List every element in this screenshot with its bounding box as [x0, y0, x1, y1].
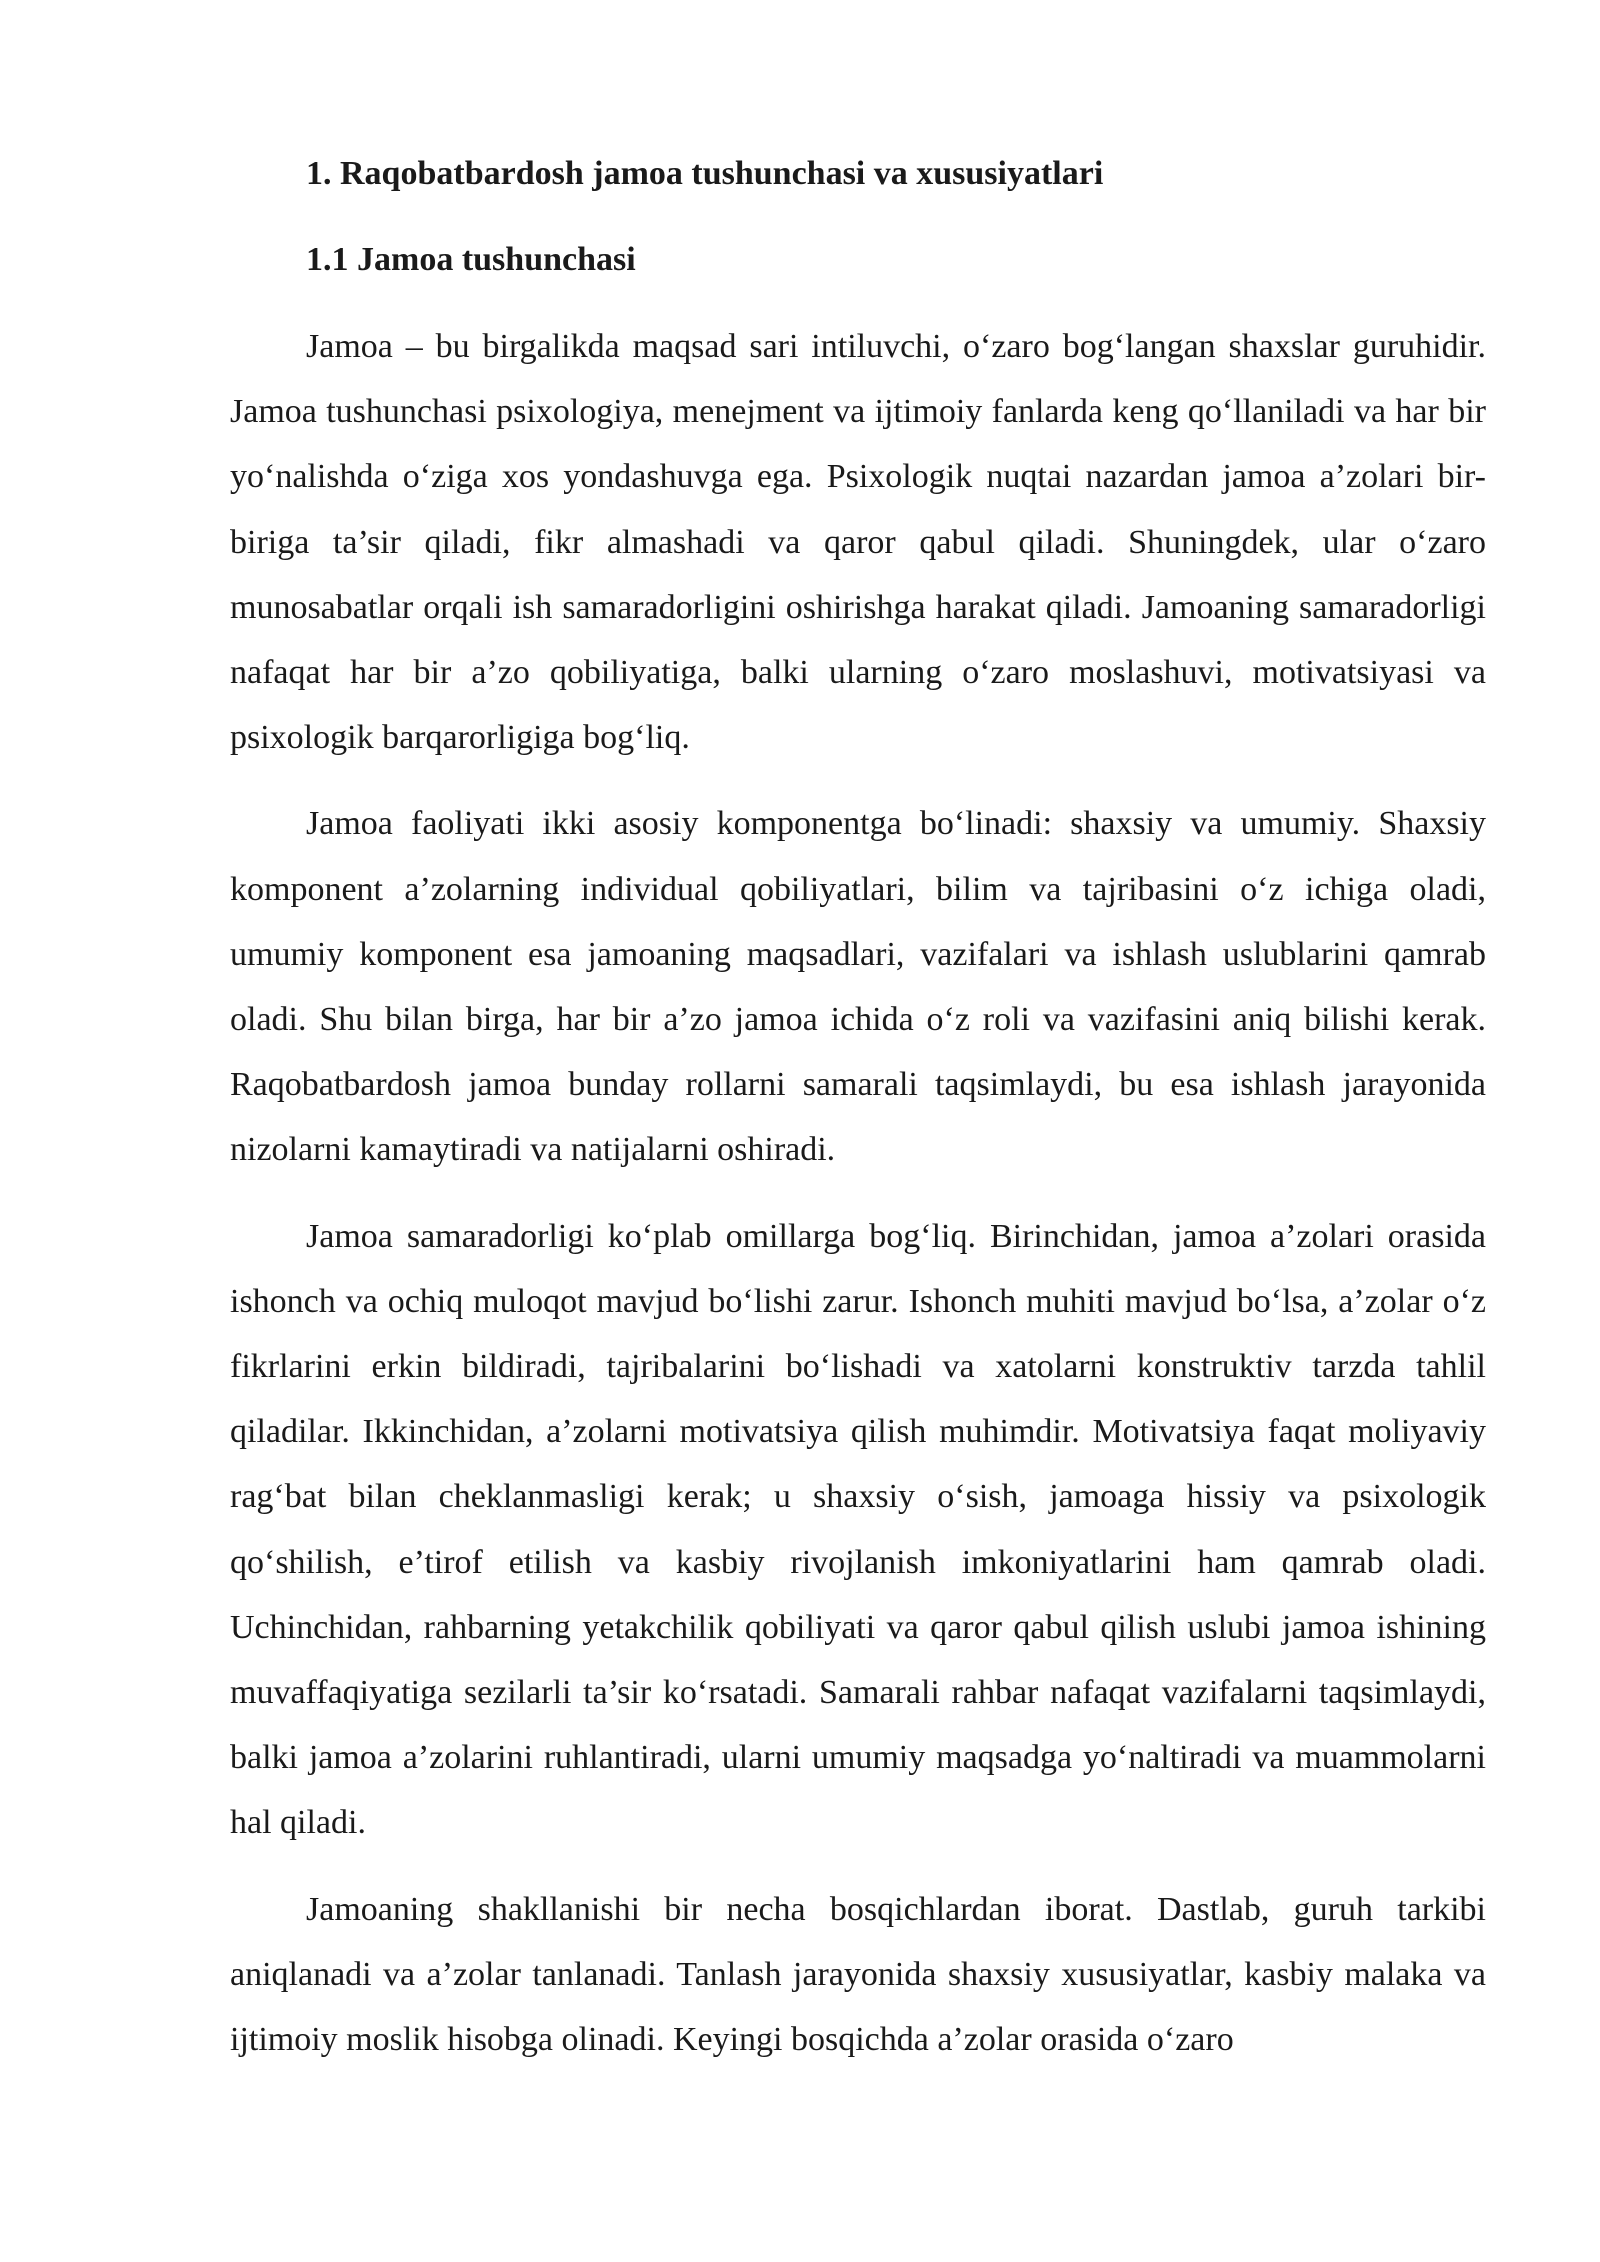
paragraph-4: Jamoaning shakllanishi bir necha bosqichlardan iborat. Dastlab, guruh tarkibi aniqlanadi va a’zolar tanlanadi. Tanlash jarayonida shaxsiy xususiyatlar, kasbiy malaka va ijtimoiy moslik hisobga olinadi. Keyingi bosqichda a’zolar orasida o‘zaro: [230, 1890, 1486, 2059]
section-heading: 1. Raqobatbardosh jamoa tushunchasi va xususiyatlari: [306, 155, 1104, 192]
paragraph-3: Jamoa samaradorligi ko‘plab omillarga bog‘liq. Birinchidan, jamoa a’zolari orasida ishonch va ochiq muloqot mavjud bo‘lishi zarur. Ishonch muhiti mavjud bo‘lsa, a’zolar o‘z fikrlarini erkin bildiradi, tajribalarini bo‘lishadi va xatolarni konstruktiv tarzda tahlil qiladilar. Ikkinchidan, a’zolarni motivatsiya qilish muhimdir. Motivatsiya faqat moliyaviy rag‘bat bilan cheklanmasligi kerak; u shaxsiy o‘sish, jamoaga hissiy va psixologik qo‘shilish, e’tirof etilish va kasbiy rivojlanish imkoniyatlarini ham qamrab oladi. Uchinchidan, rahbarning yetakchilik qobiliyati va qaror qabul qilish uslubi jamoa ishining muvaffaqiyatiga sezilarli ta’sir ko‘rsatadi. Samarali rahbar nafaqat vazifalarni taqsimlaydi, balki jamoa a’zolarini ruhlantiradi, ularni umumiy maqsadga yo‘naltiradi va muammolarni hal qiladi.: [230, 1217, 1486, 1842]
paragraph-1: Jamoa – bu birgalikda maqsad sari intiluvchi, o‘zaro bog‘langan shaxslar guruhidir. Jamoa tushunchasi psixologiya, menejment va ijtimoiy fanlarda keng qo‘llaniladi va har bir yo‘nalishda o‘ziga xos yondashuvga ega. Psixologik nuqtai nazardan jamoa a’zolari bir-biriga ta’sir qiladi, fikr almashadi va qaror qabul qiladi. Shuningdek, ular o‘zaro munosabatlar orqali ish samaradorligini oshirishga harakat qiladi. Jamoaning samaradorligi nafaqat har bir a’zo qobiliyatiga, balki ularning o‘zaro moslashuvi, motivatsiyasi va psixologik barqarorligiga bog‘liq.: [230, 328, 1486, 757]
subsection-heading: 1.1 Jamoa tushunchasi: [306, 241, 636, 278]
paragraph-2: Jamoa faoliyati ikki asosiy komponentga bo‘linadi: shaxsiy va umumiy. Shaxsiy komponent a’zolarning individual qobiliyatlari, bilim va tajribasini o‘z ichiga oladi, umumiy komponent esa jamoaning maqsadlari, vazifalari va ishlash uslublarini qamrab oladi. Shu bilan birga, har bir a’zo jamoa ichida o‘z roli va vazifasini aniq bilishi kerak. Raqobatbardosh jamoa bunday rollarni samarali taqsimlaydi, bu esa ishlash jarayonida nizolarni kamaytiradi va natijalarni oshiradi.: [230, 805, 1486, 1169]
document-body: [230, 150, 1486, 2093]
